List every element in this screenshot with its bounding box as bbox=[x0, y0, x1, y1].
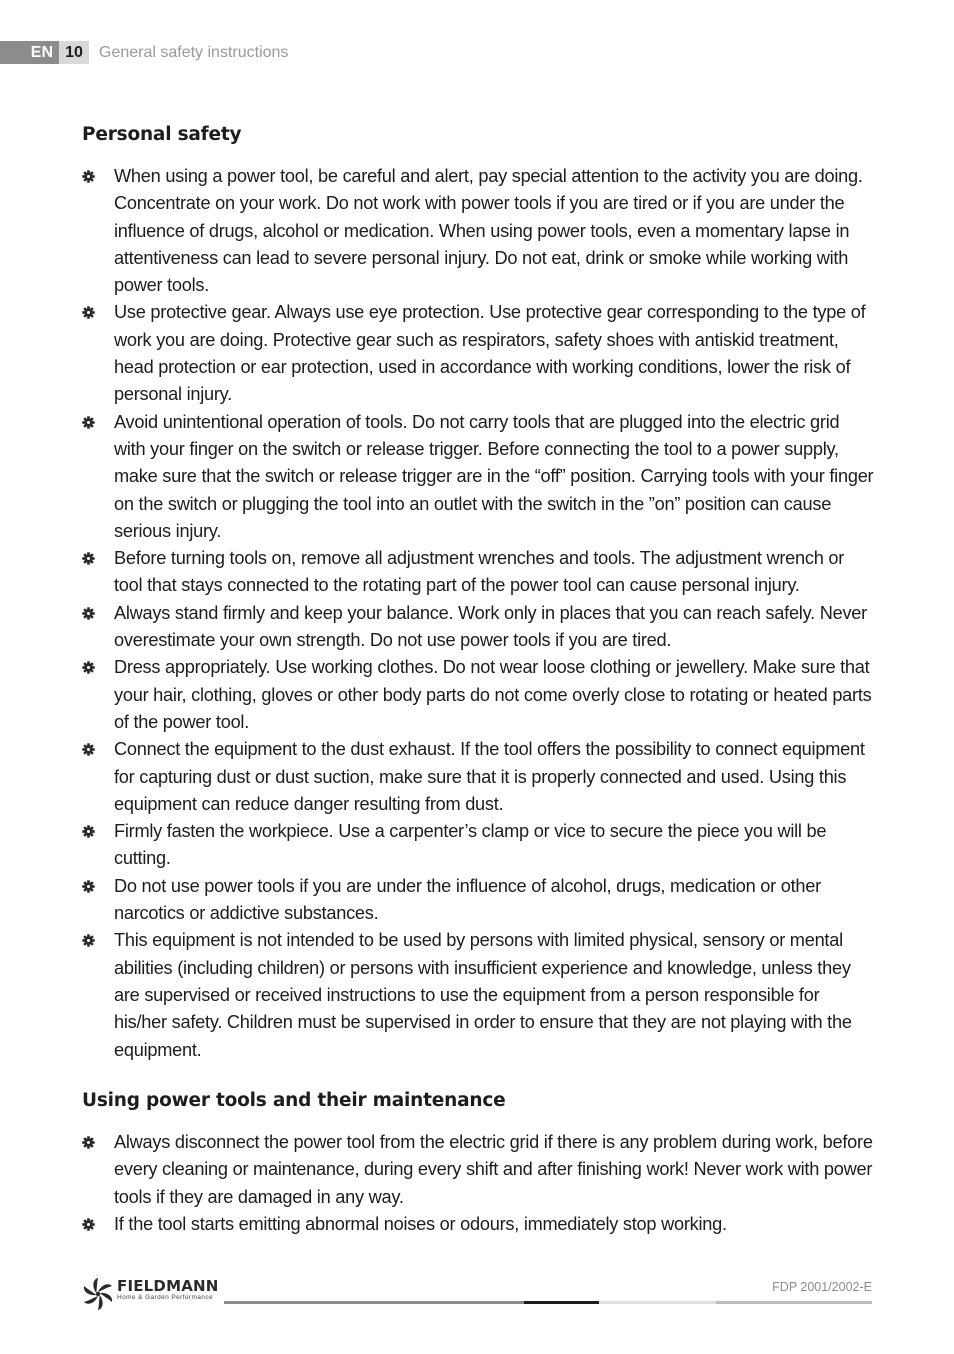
list-item-text: Use protective gear. Always use eye protection. Use protective gear corresponding to the type of work you are doing. Protective gear such as respirators, safety shoes with antiskid treatment, head protection or ear protection, used in accordance with working conditions, lower the risk of personal injury. bbox=[114, 302, 866, 405]
gear-bullet-icon bbox=[82, 1218, 95, 1231]
section-heading: Using power tools and their maintenance bbox=[82, 1090, 506, 1111]
gear-bullet-icon bbox=[82, 416, 95, 429]
bullet-list bbox=[82, 163, 874, 1064]
gear-bullet-icon bbox=[82, 743, 95, 756]
list-item-text: Connect the equipment to the dust exhaust. If the tool offers the possibility to connect equipment for capturing dust or dust suction, make sure that it is properly connected and used. Using this equipment can reduce danger resulting from dust. bbox=[114, 739, 865, 814]
list-item-text: Always disconnect the power tool from the electric grid if there is any problem during work, before every cleaning or maintenance, during every shift and after finishing work! Never work with power tools if they are damaged in any way. bbox=[114, 1132, 873, 1207]
list-item-text: When using a power tool, be careful and alert, pay special attention to the activity you are doing. Concentrate on your work. Do not work with power tools if you are tired or if you are under the influence of drugs, alcohol or medication. When using power tools, even a momentary lapse in attentiveness can lead to severe personal injury. Do not eat, drink or smoke while working with power tools. bbox=[114, 166, 863, 296]
gear-bullet-icon bbox=[82, 306, 95, 319]
gear-bullet-icon bbox=[82, 880, 95, 893]
list-item bbox=[82, 163, 874, 299]
list-item bbox=[82, 1129, 874, 1211]
gear-bullet-icon bbox=[82, 607, 95, 620]
bullet-list bbox=[82, 1129, 874, 1238]
list-item bbox=[82, 818, 874, 873]
list-item bbox=[82, 927, 874, 1063]
brand-name: FIELDMANN bbox=[117, 1277, 219, 1295]
gear-bullet-icon bbox=[82, 661, 95, 674]
brand-tagline: Home & Garden Performance bbox=[117, 1294, 213, 1301]
gear-bullet-icon bbox=[82, 170, 95, 183]
list-item bbox=[82, 654, 874, 736]
gear-bullet-icon bbox=[82, 825, 95, 838]
fan-logo-icon bbox=[82, 1278, 114, 1310]
maintenance-list bbox=[82, 1129, 874, 1238]
personal-safety-list bbox=[82, 163, 874, 1064]
footer-rule bbox=[599, 1301, 716, 1304]
fieldmann-logo bbox=[82, 1278, 219, 1310]
page-number: 10 bbox=[59, 41, 89, 64]
header-section-title: General safety instructions bbox=[99, 43, 289, 61]
list-item bbox=[82, 600, 874, 655]
list-item bbox=[82, 299, 874, 408]
list-item-text: Before turning tools on, remove all adjustment wrenches and tools. The adjustment wrench or tool that stays connected to the rotating part of the power tool can cause personal injury. bbox=[114, 548, 845, 596]
list-item-text: Dress appropriately. Use working clothes. Do not wear loose clothing or jewellery. Make sure that your hair, clothing, gloves or other body parts do not come overly close to rotating or heated parts of the power tool. bbox=[114, 657, 872, 732]
list-item bbox=[82, 409, 874, 545]
gear-bullet-icon bbox=[82, 1136, 95, 1149]
list-item-text: This equipment is not intended to be used by persons with limited physical, sensory or mental abilities (including children) or persons with insufficient experience and knowledge, unless they are supervised or received instructions to use the equipment from a person responsible for his/her safety. Children must be supervised in order to ensure that they are not playing with the equipment. bbox=[114, 930, 852, 1060]
list-item bbox=[82, 736, 874, 818]
section-personal-safety bbox=[82, 124, 874, 145]
section-power-tools-maintenance bbox=[82, 1090, 874, 1111]
footer-rule bbox=[716, 1301, 872, 1304]
gear-bullet-icon bbox=[82, 934, 95, 947]
section-heading: Personal safety bbox=[82, 124, 242, 145]
gear-bullet-icon bbox=[82, 552, 95, 565]
list-item-text: Avoid unintentional operation of tools. Do not carry tools that are plugged into the electric grid with your finger on the switch or release trigger. Before connecting the tool to a power supply, make sure that the switch or release trigger are in the “off” position. Carrying tools with your finger on the switch or plugging the tool into an outlet with the switch in the ”on” position can cause serious injury. bbox=[114, 411, 874, 541]
list-item bbox=[82, 873, 874, 928]
language-badge: EN bbox=[0, 41, 59, 64]
footer-rule bbox=[524, 1301, 599, 1304]
model-number: FDP 2001/2002-E bbox=[772, 1280, 872, 1294]
list-item-text: If the tool starts emitting abnormal noises or odours, immediately stop working. bbox=[114, 1213, 727, 1234]
list-item bbox=[82, 1211, 874, 1238]
list-item-text: Always stand firmly and keep your balance. Work only in places that you can reach safely. Never overestimate your own strength. Do not use power tools if you are tired. bbox=[114, 602, 867, 651]
list-item bbox=[82, 545, 874, 600]
list-item-text: Do not use power tools if you are under the influence of alcohol, drugs, medication or other narcotics or addictive substances. bbox=[114, 875, 821, 924]
footer-rule bbox=[224, 1301, 524, 1304]
page-header bbox=[0, 41, 288, 64]
list-item-text: Firmly fasten the workpiece. Use a carpenter’s clamp or vice to secure the piece you will be cutting. bbox=[114, 821, 827, 869]
